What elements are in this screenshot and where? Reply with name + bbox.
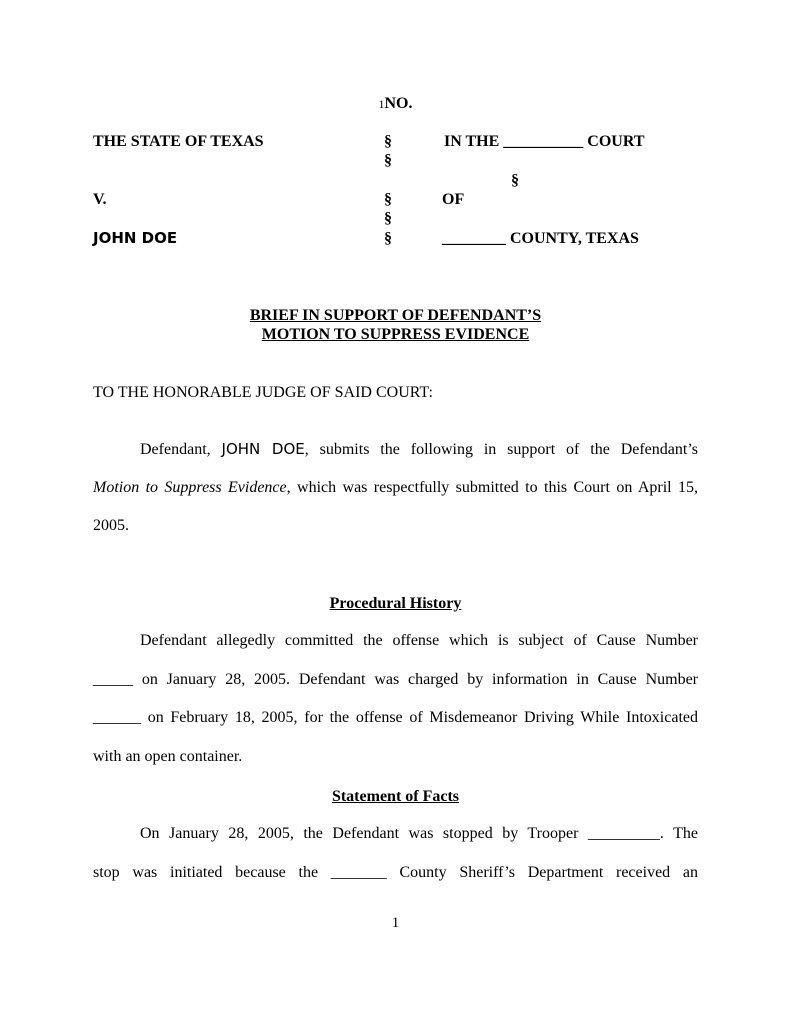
cause-no-label: NO.	[384, 95, 413, 112]
section-symbol: §	[384, 230, 392, 247]
statement-of-facts-line-2: stop was initiated because the _______ County Sheriff’s Department received an	[93, 864, 698, 881]
document-title-line-1: BRIEF IN SUPPORT OF DEFENDANT’S	[249, 307, 542, 324]
page-number: 1	[391, 915, 400, 931]
section-symbol: §	[384, 210, 392, 227]
salutation: TO THE HONORABLE JUDGE OF SAID COURT:	[93, 384, 433, 401]
caption-versus: V.	[93, 191, 107, 208]
caption-state: THE STATE OF TEXAS	[93, 133, 264, 150]
intro-line-2	[93, 469, 698, 508]
caption-county: ________ COUNTY, TEXAS	[442, 230, 639, 247]
procedural-history-line-1: Defendant allegedly committed the offense which is subject of Cause Number	[140, 632, 698, 649]
cause-number-header	[0, 94, 791, 114]
defendant-name: JOHN DOE	[221, 440, 305, 458]
statement-of-facts-line-1: On January 28, 2005, the Defendant was stopped by Trooper _________. The	[140, 825, 698, 842]
procedural-history-line-4: with an open container.	[93, 748, 243, 765]
motion-title: Motion to Suppress Evidence	[93, 479, 287, 496]
section-symbol: §	[384, 133, 392, 150]
caption-defendant: JOHN DOE	[93, 229, 178, 247]
intro-text-b: , submits the following in support of the Defendant’s	[304, 441, 698, 458]
intro-text-c: , which was respectfully submitted to this Court on April 15,	[286, 479, 699, 496]
footnote-mark: 1	[378, 97, 385, 111]
caption-court: IN THE __________ COURT	[444, 133, 645, 150]
procedural-history-heading: Procedural History	[329, 595, 462, 612]
intro-text-a: Defendant,	[140, 441, 211, 458]
caption-of: OF	[442, 191, 465, 208]
statement-of-facts-heading: Statement of Facts	[331, 788, 460, 805]
section-symbol: §	[384, 191, 392, 208]
document-title-line-2: MOTION TO SUPPRESS EVIDENCE	[261, 326, 530, 343]
procedural-history-line-3: ______ on February 18, 2005, for the offense of Misdemeanor Driving While Intoxicated	[93, 709, 698, 726]
intro-line-3: 2005.	[93, 517, 129, 534]
procedural-history-line-2: _____ on January 28, 2005. Defendant was charged by information in Cause Number	[93, 671, 698, 688]
intro-line-1	[93, 430, 698, 470]
section-symbol: §	[511, 172, 519, 189]
section-symbol: §	[384, 152, 392, 169]
